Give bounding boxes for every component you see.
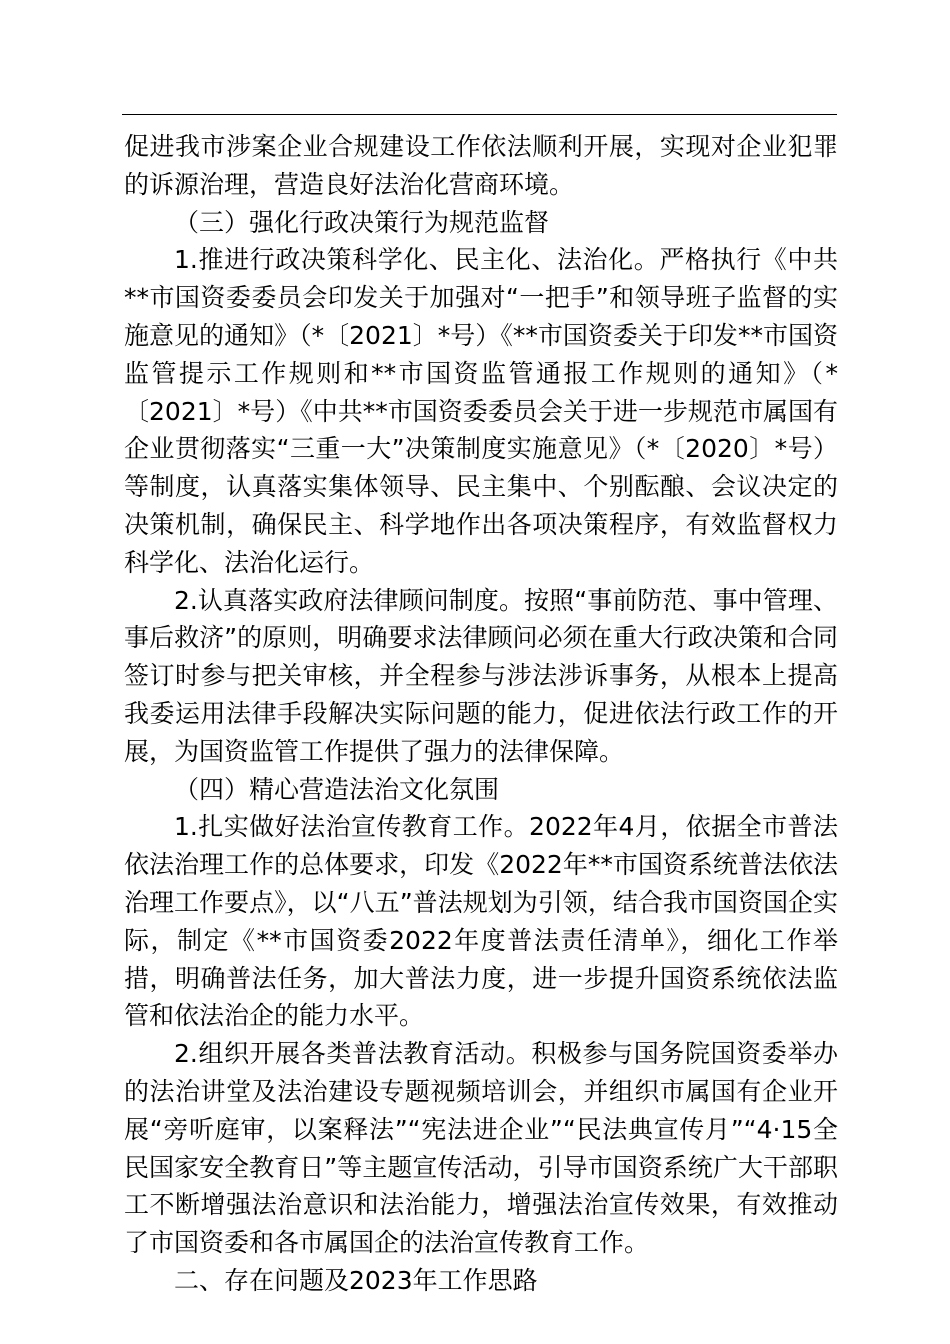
- paragraph-legal-education-activities: 2.组织开展各类普法教育活动。积极参与国务院国资委举办的法治讲堂及法治建设专题视频培训会，并组织市属国有企业开展“旁听庭审，以案释法”“宪法进企业”“民法典宣传月”“4·15全民国家安全教育日”等主题宣传活动，引导市国资系统广大干部职工不断增强法治意识和法治能力，增强法治宣传效果，有效推动了市国资委和各市属国企的法治宣传教育工作。: [124, 1039, 838, 1258]
- paragraph-legal-counsel: 2.认真落实政府法律顾问制度。按照“事前防范、事中管理、事后救济”的原则，明确要求法律顾问必须在重大行政决策和合同签订时参与把关审核，并全程参与涉法涉诉事务，从根本上提高我委运用法律手段解决实际问题的能力，促进依法行政工作的开展，为国资监管工作提供了强力的法律保障。: [124, 585, 838, 766]
- document-body: [124, 128, 838, 1300]
- section-heading-four: （四）精心营造法治文化氛围: [174, 774, 500, 804]
- section-heading-three: （三）强化行政决策行为规范监督: [174, 207, 550, 237]
- paragraph-legal-publicity: 1.扎实做好法治宣传教育工作。2022年4月，依据全市普法依法治理工作的总体要求，印发《2022年**市国资系统普法依法治理工作要点》，以“八五”普法规划为引领，结合我市国资国企实际，制定《**市国资委2022年度普法责任清单》，细化工作举措，明确普法任务，加大普法力度，进一步提升国资系统依法监管和依法治企的能力水平。: [124, 812, 838, 1031]
- paragraph-decision-making: 1.推进行政决策科学化、民主化、法治化。严格执行《中共**市国资委委员会印发关于加强对“一把手”和领导班子监督的实施意见的通知》（*〔2021〕*号）《**市国资委关于印发**市国资监管提示工作规则和**市国资监管通报工作规则的通知》（*〔2021〕*号）《中共**市国资委委员会关于进一步规范市属国有企业贯彻落实“三重一大”决策制度实施意见》（*〔2020〕*号）等制度，认真落实集体领导、民主集中、个别酝酿、会议决定的决策机制，确保民主、科学地作出各项决策程序，有效监督权力科学化、法治化运行。: [124, 245, 838, 577]
- paragraph-continuation: 促进我市涉案企业合规建设工作依法顺利开展，实现对企业犯罪的诉源治理，营造良好法治化营商环境。: [124, 132, 838, 199]
- section-heading-two: 二、存在问题及2023年工作思路: [174, 1265, 538, 1295]
- header-rule: [122, 114, 837, 115]
